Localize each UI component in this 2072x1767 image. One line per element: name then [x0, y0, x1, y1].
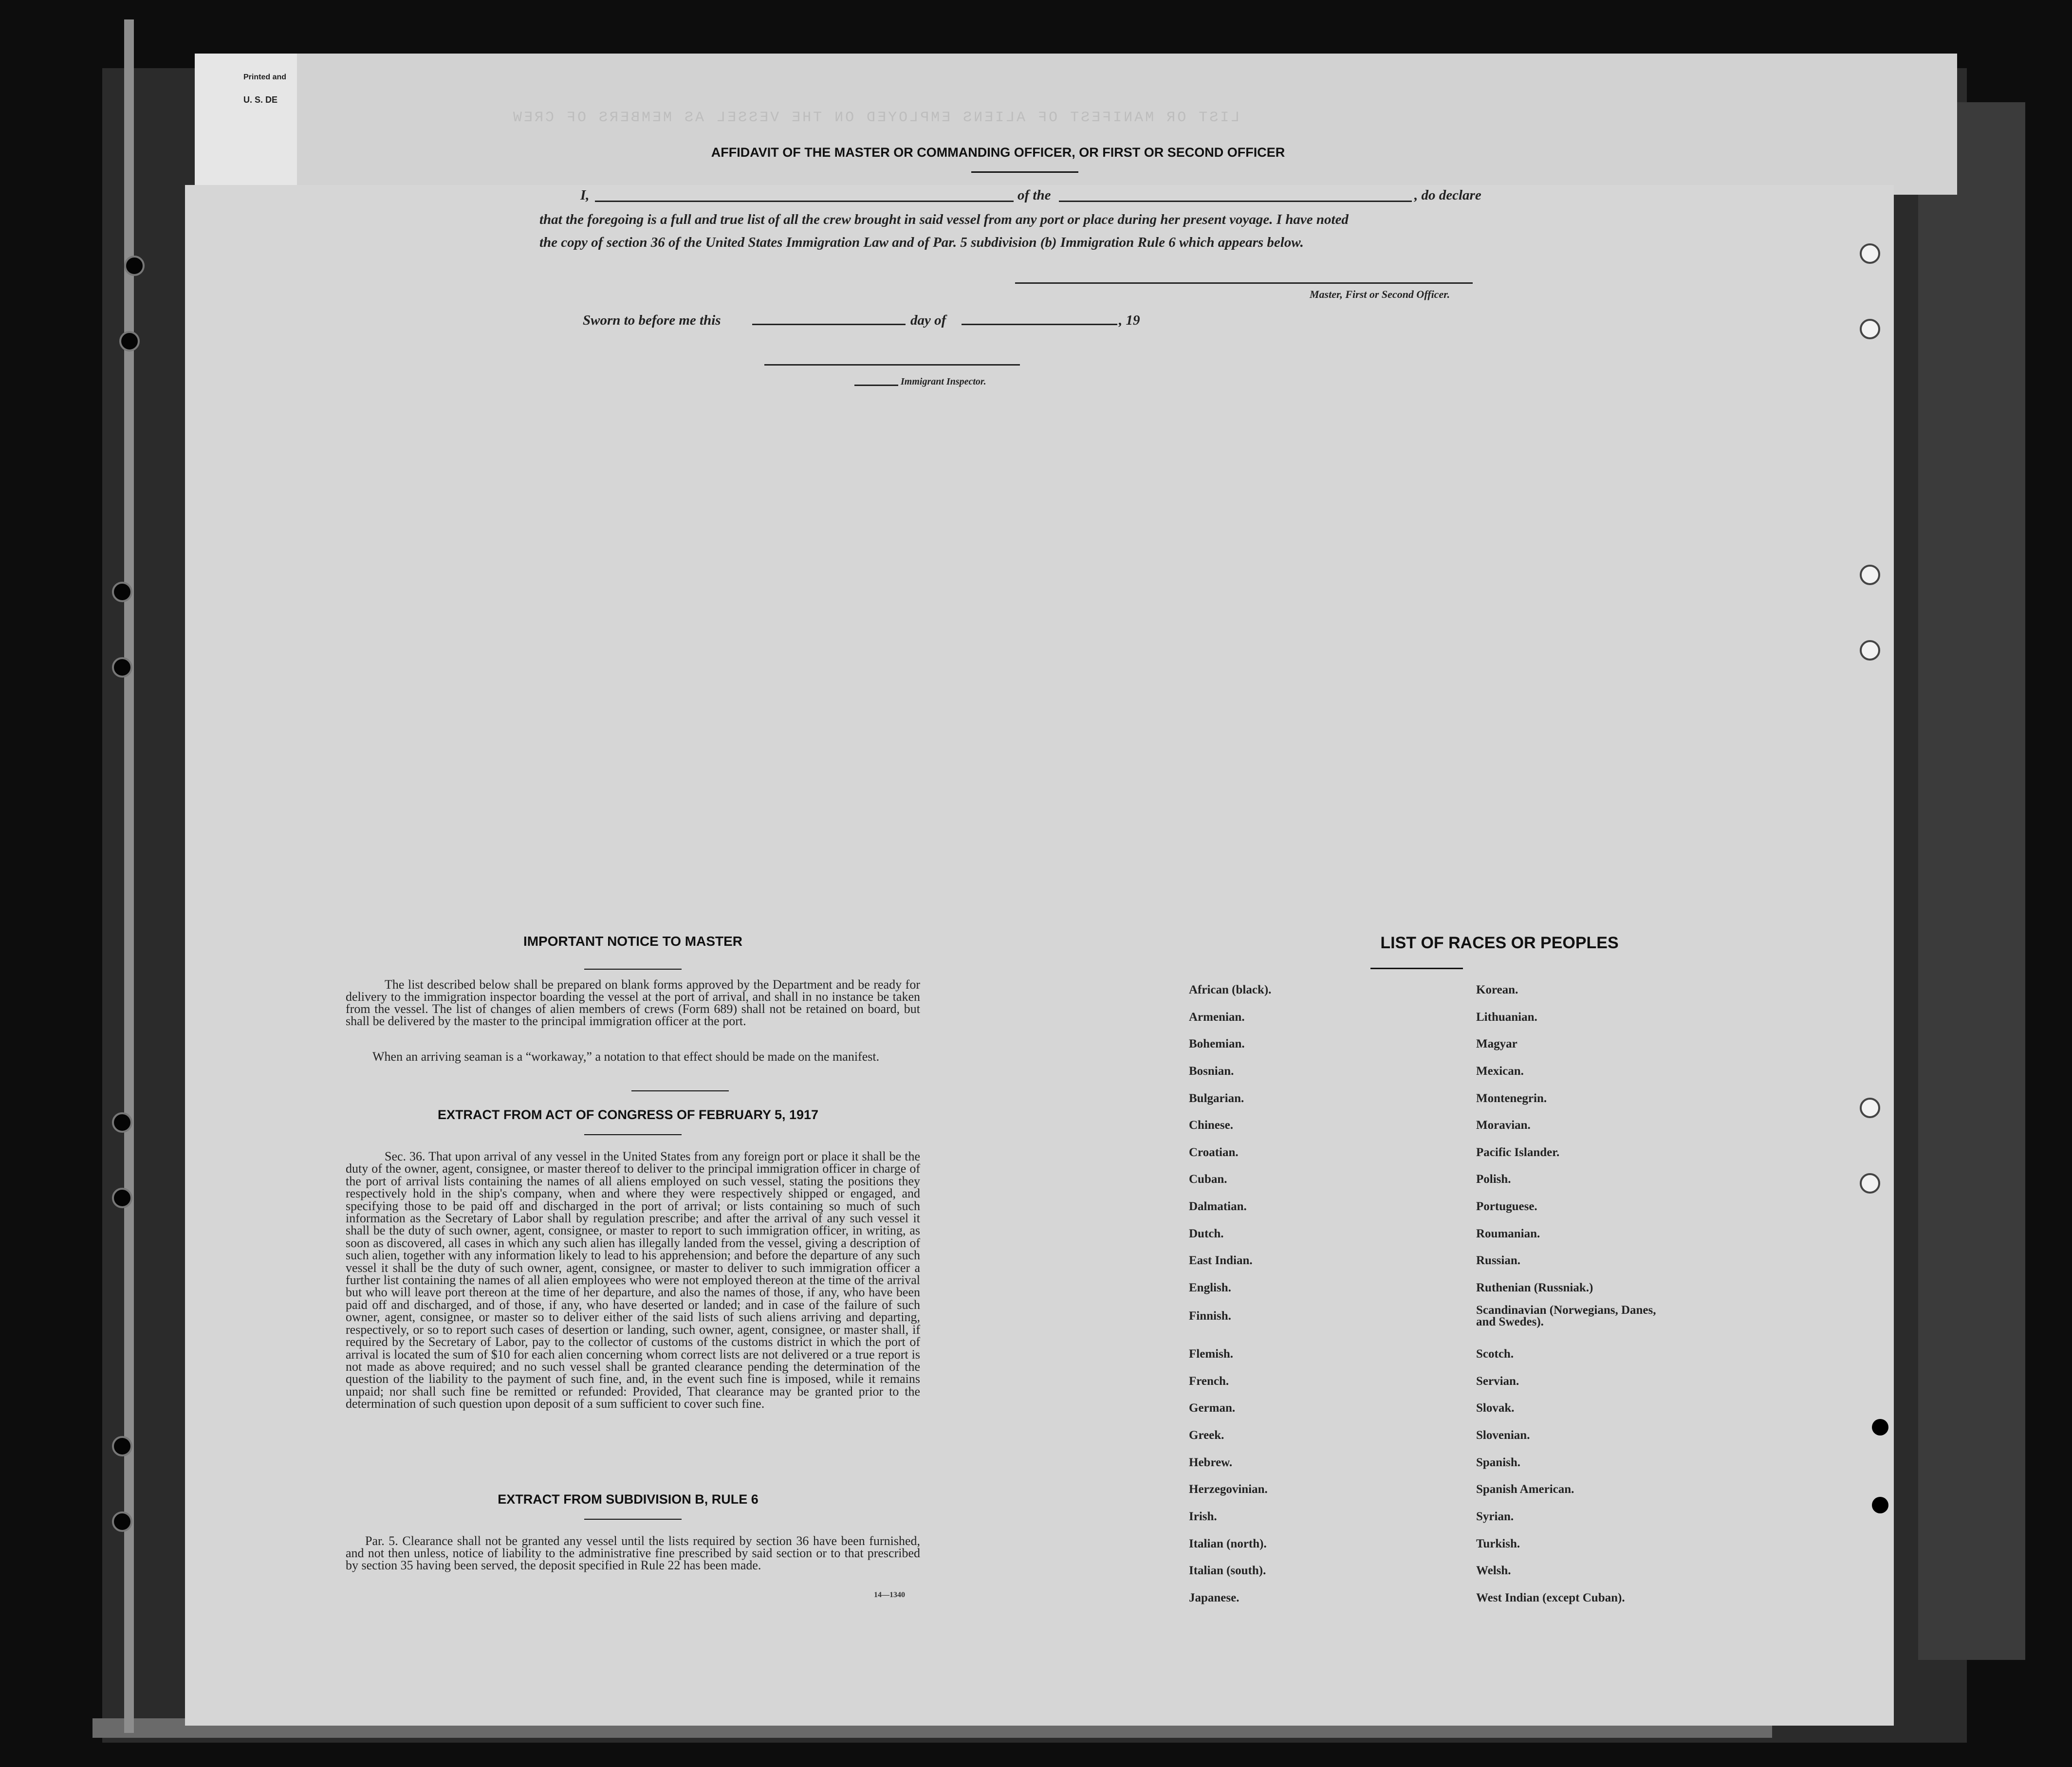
race-item: Moravian.	[1476, 1119, 1531, 1132]
affidavit-do-declare: , do declare	[1414, 187, 1481, 203]
race-item: Portuguese.	[1476, 1200, 1537, 1213]
notice-rule	[584, 969, 682, 970]
affidavit-of-the: of the	[1018, 187, 1051, 203]
race-item: Turkish.	[1476, 1537, 1520, 1550]
race-item: Lithuanian.	[1476, 1011, 1537, 1024]
master-signature-label: Master, First or Second Officer.	[1310, 288, 1450, 300]
binder-hole-icon	[1860, 1098, 1880, 1118]
corner-print-line2: U. S. DE	[243, 95, 278, 105]
race-item: French.	[1189, 1375, 1229, 1388]
binder-hole-icon	[1860, 1173, 1880, 1194]
corner-print-line1: Printed and	[243, 73, 287, 81]
race-item: Russian.	[1476, 1254, 1521, 1267]
notice-rule-2	[631, 1090, 729, 1091]
binder-hole-icon	[119, 331, 140, 351]
race-item: Bosnian.	[1189, 1065, 1234, 1078]
race-item: West Indian (except Cuban).	[1476, 1591, 1625, 1604]
sworn-month-line	[962, 324, 1117, 325]
binder-hole-icon	[1860, 319, 1880, 339]
binder-hole-icon	[1860, 565, 1880, 585]
bleed-through-header: LIST OR MANIFEST OF ALIENS EMPLOYED ON THE VESSEL AS MEMBERS OF CREW	[511, 110, 1240, 126]
notice-paragraph-1: The list described below shall be prepared on blank forms approved by the Department and be ready for delivery to the immigration inspector boarding the vessel at the port of arrival, and shall in no instance be taken from the vessel. The list of changes of alien members of crews (Form 689) shall not be retained on board, but shall be delivered by the master to the principal immigration officer at the port.	[346, 977, 920, 1028]
form-number: 14—1340	[874, 1591, 905, 1599]
vessel-blank-line	[1059, 201, 1412, 202]
race-item: Flemish.	[1189, 1347, 1233, 1361]
notice-paragraph-2: When an arriving seaman is a “workaway,” a notation to that effect should be made on the manifest.	[372, 1049, 880, 1064]
race-item: Spanish.	[1476, 1456, 1521, 1469]
binder-hole-icon	[112, 657, 132, 678]
race-item: Dalmatian.	[1189, 1200, 1247, 1213]
sworn-label: Sworn to before me this	[583, 313, 721, 328]
race-item: Chinese.	[1189, 1119, 1233, 1132]
race-item: Pacific Islander.	[1476, 1146, 1560, 1159]
master-signature-line	[1015, 282, 1473, 284]
race-item: Bohemian.	[1189, 1037, 1245, 1050]
race-item: Ruthenian (Russniak.)	[1476, 1281, 1593, 1294]
year-label: , 19	[1119, 313, 1140, 328]
binder-hole-icon	[112, 582, 132, 602]
binder-hole-icon	[112, 1188, 132, 1208]
binder-hole-icon	[112, 1511, 132, 1532]
race-item: Montenegrin.	[1476, 1092, 1547, 1105]
race-item: Irish.	[1189, 1510, 1217, 1523]
race-item: East Indian.	[1189, 1254, 1253, 1267]
race-item: Spanish American.	[1476, 1483, 1574, 1496]
race-item: Mexican.	[1476, 1065, 1524, 1078]
extract-act-rule	[584, 1134, 682, 1135]
extract-rule-title: EXTRACT FROM SUBDIVISION B, RULE 6	[498, 1492, 758, 1507]
race-item: Bulgarian.	[1189, 1092, 1244, 1105]
paper-stack-right	[1918, 102, 2025, 1660]
name-blank-line	[595, 201, 1014, 202]
extract-rule-rule	[584, 1519, 682, 1520]
race-item: Finnish.	[1189, 1309, 1231, 1323]
race-item: English.	[1189, 1281, 1231, 1294]
race-item: Welsh.	[1476, 1564, 1511, 1577]
race-item: Italian (south).	[1189, 1564, 1266, 1577]
races-rule	[1370, 968, 1463, 969]
binder-hole-icon	[1872, 1419, 1888, 1436]
extract-act-title: EXTRACT FROM ACT OF CONGRESS OF FEBRUARY 5, 1917	[437, 1107, 819, 1122]
affidavit-title: AFFIDAVIT OF THE MASTER OR COMMANDING OFFICER, OR FIRST OR SECOND OFFICER	[711, 145, 1285, 160]
binder-hole-icon	[1872, 1497, 1888, 1513]
race-item: Korean.	[1476, 983, 1518, 996]
binder-hole-icon	[1860, 640, 1880, 661]
race-item: Dutch.	[1189, 1227, 1224, 1240]
race-item: Polish.	[1476, 1173, 1511, 1186]
race-item: Italian (north).	[1189, 1537, 1267, 1550]
extract-act-body: Sec. 36. That upon arrival of any vessel in the United States from any foreign port or place it shall be the duty of the owner, agent, consignee, or master thereof to deliver to the principal immigration officer in charge of the port of arrival lists containing the names of all aliens employed on such vessel, stating the positions they respectively hold in the ship's company, when and where they were respectively shipped or engaged, and specifying those to be paid off and discharged in the port of arrival; or lists containing so much of such information as the Secretary of Labor shall by regulation prescribe; and after the arrival of any such vessel it shall be the duty of such owner, agent, consignee, or master to report to such immigration officer, in writing, as soon as discovered, all cases in which any such alien has illegally landed from the vessel, giving a description of such alien, together with any information likely to lead to his apprehension; and before the departure of any such vessel it shall be the duty of such owner, agent, consignee, or master to deliver to such immigration officer a further list containing the names of all alien employees who were not employed thereon at the time of the arrival but who will leave port thereon at the time of her departure, and also the names of those, if any, who have been paid off and discharged, and of those, if any, who have deserted or landed; and in case of the failure of such owner, agent, consignee, or master so to deliver either of the said lists of such aliens arriving and departing, respectively, or so to report such cases of desertion or landing, such owner, agent, consignee, or master shall, if required by the Secretary of Labor, pay to the collector of customs of the customs district in which the port of arrival is located the sum of $10 for each alien concerning whom correct lists are not delivered or a true report is not made as above required; and no such vessel shall be granted clearance pending the determination of the question of the liability to the payment of such fine, and, in the event such fine is imposed, while it remains unpaid; nor shall such fine be remitted or refunded: Provided, That clearance may be granted prior to the determination of such question upon deposit of a sum sufficient to cover such fine.	[346, 1149, 920, 1411]
affidavit-line3: the copy of section 36 of the United States Immigration Law and of Par. 5 subdivision (b) Immigration Rule 6 which appears below.	[539, 235, 1304, 250]
paper-edge-left	[124, 19, 134, 1733]
race-item: Slovak.	[1476, 1401, 1515, 1415]
race-item: Roumanian.	[1476, 1227, 1540, 1240]
binder-hole-icon	[112, 1436, 132, 1456]
race-item: Syrian.	[1476, 1510, 1514, 1523]
race-item: Servian.	[1476, 1375, 1519, 1388]
race-item: Herzegovinian.	[1189, 1483, 1268, 1496]
races-title: LIST OF RACES OR PEOPLES	[1380, 934, 1619, 952]
race-item: Croatian.	[1189, 1146, 1239, 1159]
notice-title: IMPORTANT NOTICE TO MASTER	[523, 934, 743, 949]
race-item: German.	[1189, 1401, 1236, 1415]
race-item: Magyar	[1476, 1037, 1517, 1050]
binder-hole-icon	[1860, 243, 1880, 264]
race-item: Slovenian.	[1476, 1429, 1530, 1442]
race-item: Scandinavian (Norwegians, Danes, and Swedes).	[1476, 1304, 1656, 1328]
inspector-label: Immigrant Inspector.	[901, 376, 986, 387]
race-item: Greek.	[1189, 1429, 1224, 1442]
race-item: Cuban.	[1189, 1173, 1227, 1186]
race-item: Armenian.	[1189, 1011, 1245, 1024]
affidavit-line2: that the foregoing is a full and true list of all the crew brought in said vessel from any port or place during her present voyage. I have noted	[539, 212, 1349, 227]
binder-hole-icon	[112, 1112, 132, 1133]
race-item: Scotch.	[1476, 1347, 1514, 1361]
race-item: Hebrew.	[1189, 1456, 1233, 1469]
affidavit-i-label: I,	[580, 187, 590, 203]
sworn-day-line	[752, 324, 906, 325]
race-item: African (black).	[1189, 983, 1272, 996]
title-rule	[971, 171, 1078, 173]
binder-hole-icon	[124, 256, 145, 276]
inspector-signature-line	[764, 364, 1020, 366]
extract-rule-body: Par. 5. Clearance shall not be granted any vessel until the lists required by section 36 have been furnished, and not then unless, notice of liability to the administrative fine prescribed by said section or to that prescribed by section 35 having been served, the deposit specified in Rule 22 has been made.	[346, 1534, 920, 1572]
inspector-lead-line	[854, 385, 898, 386]
day-of-label: day of	[910, 313, 946, 328]
race-item: Japanese.	[1189, 1591, 1240, 1604]
